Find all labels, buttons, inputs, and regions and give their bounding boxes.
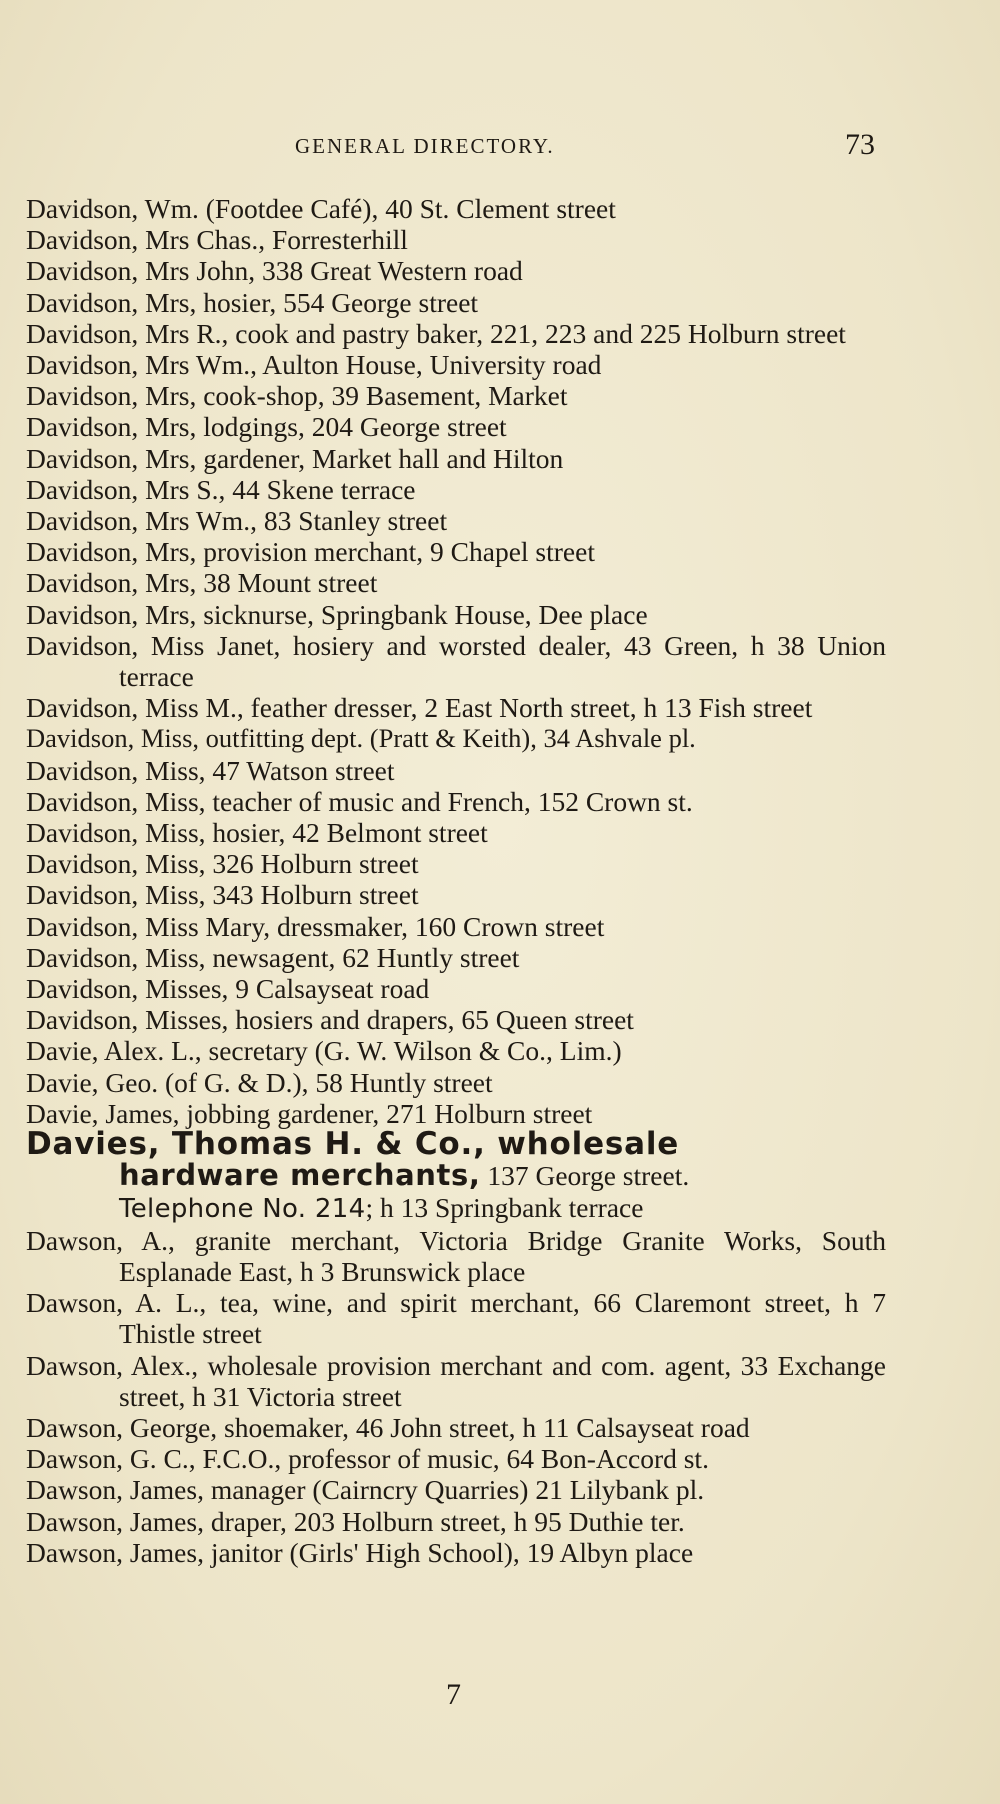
running-title: GENERAL DIRECTORY. (295, 134, 555, 158)
directory-entry: Davidson, Miss Janet, hosiery and worsted dealer, 43 Green, h 38 Union terrace (26, 629, 886, 693)
featured-advertiser-entry (26, 1126, 886, 1225)
directory-entry: Davidson, Mrs, hosier, 554 George street (26, 286, 479, 318)
page-number: 73 (845, 128, 875, 161)
featured-entry-line1: Davies, Thomas H. & Co., wholesale (26, 1126, 680, 1163)
directory-entry: Davidson, Miss, 326 Holburn street (26, 848, 419, 880)
directory-entry: Davidson, Mrs, gardener, Market hall and Hilton (26, 442, 564, 474)
directory-entry: Davidson, Mrs Wm., 83 Stanley street (26, 505, 448, 537)
directory-entry: Davidson, Mrs R., cook and pastry baker, 221, 223 and 225 Holburn street (26, 317, 846, 349)
directory-entry: Davidson, Miss M., feather dresser, 2 East North street, h 13 Fish street (26, 692, 813, 724)
page-header (0, 128, 1000, 162)
directory-entry: Davidson, Mrs, 38 Mount street (26, 567, 378, 599)
directory-entry: Davidson, Miss, outfitting dept. (Pratt & Keith), 34 Ashvale pl. (26, 723, 696, 754)
directory-entry: Davidson, Mrs, cook-shop, 39 Basement, Market (26, 380, 568, 412)
directory-entry: Dawson, George, shoemaker, 46 John street, h 11 Calsayseat road (26, 1411, 750, 1443)
directory-entry: Davie, James, jobbing gardener, 271 Holburn street (26, 1097, 593, 1129)
directory-entry: Davidson, Misses, 9 Calsayseat road (26, 973, 430, 1005)
directory-entry: Davidson, Misses, hosiers and drapers, 65 Queen street (26, 1004, 634, 1036)
directory-entry: Davidson, Mrs John, 338 Great Western road (26, 255, 523, 287)
directory-entry: Davidson, Miss, 343 Holburn street (26, 879, 419, 911)
directory-entry: Davidson, Mrs Wm., Aulton House, University road (26, 349, 602, 381)
directory-entry: Dawson, Alex., wholesale provision merchant and com. agent, 33 Exchange street, h 31 Victoria street (26, 1349, 886, 1412)
featured-entry-line3-rest: ; h 13 Springbank terrace (365, 1191, 644, 1223)
directory-entry: Dawson, James, janitor (Girls' High School), 19 Albyn place (26, 1536, 694, 1568)
directory-entry: Davidson, Wm. (Footdee Café), 40 St. Clement street (26, 193, 616, 224)
featured-entry-line3: Telephone No. 214 (119, 1193, 366, 1224)
directory-entry: Dawson, G. C., F.C.O., professor of music, 64 Bon-Accord st. (26, 1443, 709, 1475)
directory-entry: Davidson, Mrs, provision merchant, 9 Chapel street (26, 536, 595, 568)
directory-entry: Dawson, A., granite merchant, Victoria Bridge Granite Works, South Esplanade East, h 3 Brunswick place (26, 1224, 886, 1287)
directory-entry: Davie, Geo. (of G. & D.), 58 Huntly street (26, 1066, 493, 1098)
directory-entry: Davidson, Miss Mary, dressmaker, 160 Crown street (26, 910, 605, 942)
directory-entry: Davidson, Mrs, sicknurse, Springbank House, Dee place (26, 598, 648, 630)
featured-entry-line2: hardware merchants, (119, 1158, 481, 1193)
directory-entries (26, 193, 886, 1568)
featured-entry-line2-rest: 137 George street. (480, 1160, 690, 1192)
directory-entry: Davidson, Miss, teacher of music and French, 152 Crown st. (26, 785, 693, 817)
directory-entry: Dawson, James, manager (Cairncry Quarries) 21 Lilybank pl. (26, 1474, 705, 1506)
directory-entry: Davidson, Mrs S., 44 Skene terrace (26, 473, 416, 505)
directory-entry: Dawson, James, draper, 203 Holburn street, h 95 Duthie ter. (26, 1505, 685, 1537)
directory-entry: Davidson, Miss, 47 Watson street (26, 754, 395, 786)
directory-entry: Davidson, Mrs Chas., Forresterhill (26, 224, 408, 256)
directory-entry: Davie, Alex. L., secretary (G. W. Wilson & Co., Lim.) (26, 1035, 622, 1067)
directory-entry: Davidson, Miss, newsagent, 62 Huntly street (26, 941, 520, 973)
directory-entry: Davidson, Mrs, lodgings, 204 George street (26, 411, 507, 443)
directory-entry: Dawson, A. L., tea, wine, and spirit merchant, 66 Claremont street, h 7 Thistle street (26, 1287, 886, 1350)
directory-entry: Davidson, Miss, hosier, 42 Belmont street (26, 817, 488, 849)
signature-mark: 7 (446, 1678, 461, 1711)
